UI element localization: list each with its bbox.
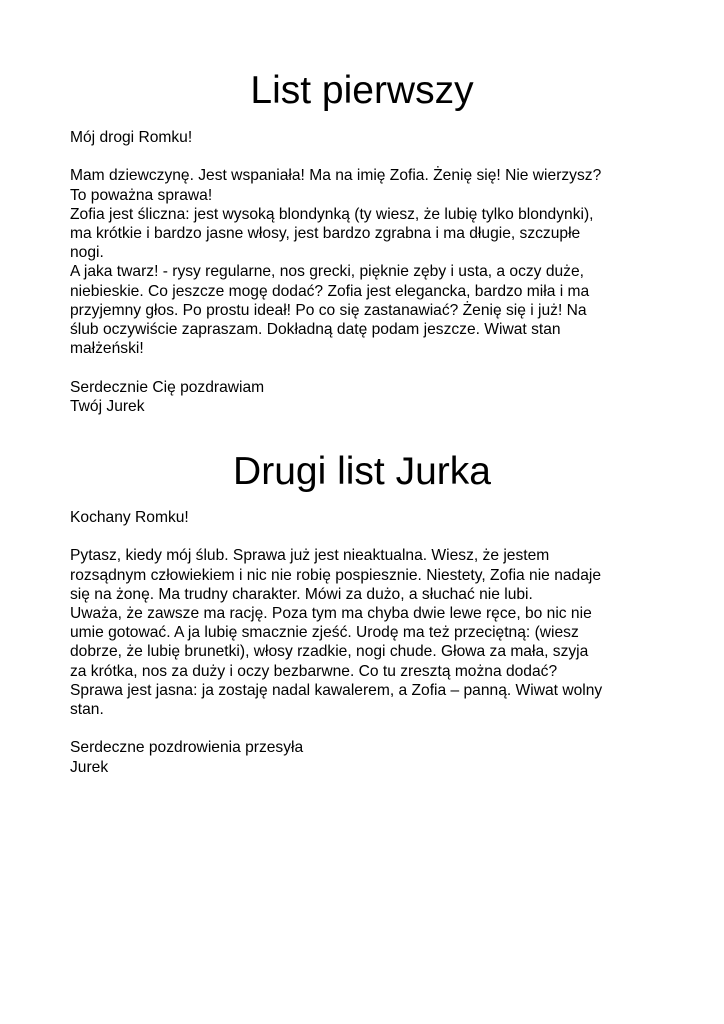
paragraph-gap (70, 147, 670, 166)
letter1-body-line: przyjemny głos. Po prostu ideał! Po co się zastanawiać? Żenię się i już! Na (70, 301, 587, 319)
letter1-body-line: Mam dziewczynę. Jest wspaniała! Ma na imię Zofia. Żenię się! Nie wierzysz? (70, 167, 602, 185)
letter2-body-line: Uważa, że zawsze ma rację. Poza tym ma chyba dwie lewe ręce, bo nic nie (70, 605, 592, 622)
letter1-body-line: To poważna sprawa! (70, 186, 213, 204)
letter2-body-line: stan. (70, 701, 104, 719)
letter2-body-line: się na żonę. Ma trudny charakter. Mówi za dużo, a słuchać nie lubi. (70, 585, 533, 603)
letter2-closing: Serdeczne pozdrowienia przesyła (70, 739, 304, 757)
letter1-body-line: A jaka twarz! - rysy regularne, nos grecki, pięknie zęby i usta, a oczy duże, (70, 263, 584, 281)
letter1-body-line: nogi. (70, 244, 104, 262)
letter2-body-line: Pytasz, kiedy mój ślub. Sprawa już jest nieaktualna. Wiesz, że jestem (70, 547, 550, 565)
letter2-body-line: umie gotować. A ja lubię smacznie zjeść. Urodę ma też przeciętną: (wiesz (70, 624, 579, 642)
letter1-closing: Serdecznie Cię pozdrawiam (70, 378, 265, 396)
letter2-body-line: Sprawa jest jasna: ja zostaję nadal kawalerem, a Zofia – panną. Wiwat wolny (70, 681, 603, 699)
letter1-body-line: ślub oczywiście zapraszam. Dokładną datę podam jeszcze. Wiwat stan (70, 321, 561, 339)
letter1-text (70, 128, 670, 416)
letter2-body-line: rozsądnym człowiekiem i nic nie robię pospiesznie. Niestety, Zofia nie nadaje (70, 566, 602, 584)
paragraph-gap (70, 358, 670, 377)
letter2-body-line: za krótka, nos za duży i oczy bezbarwne. Co tu zresztą można dodać? (70, 662, 558, 680)
letter1-body-line: ma krótkie i bardzo jasne włosy, jest bardzo zgrabna i ma długie, szczupłe (70, 225, 581, 242)
letter2-text (70, 508, 670, 777)
paragraph-gap (70, 527, 670, 546)
letter2-greeting: Kochany Romku! (70, 509, 189, 526)
letter1-title: List pierwszy (250, 69, 474, 112)
letter2-signature: Jurek (70, 758, 109, 776)
letter1-body-line: niebieskie. Co jeszcze mogę dodać? Zofia jest elegancka, bardzo miła i ma (70, 282, 590, 300)
paragraph-gap (70, 719, 670, 738)
letter1-signature: Twój Jurek (70, 397, 145, 415)
letter1-body-line: małżeński! (70, 340, 144, 358)
letter2-body-line: dobrze, że lubię brunetki), włosy rzadkie, nogi chude. Głowa za mała, szyja (70, 643, 589, 661)
letter1-greeting: Mój drogi Romku! (70, 129, 193, 146)
letter1-body-line: Zofia jest śliczna: jest wysoką blondynką (ty wiesz, że lubię tylko blondynki), (70, 205, 594, 223)
letter2-title: Drugi list Jurka (233, 450, 491, 493)
